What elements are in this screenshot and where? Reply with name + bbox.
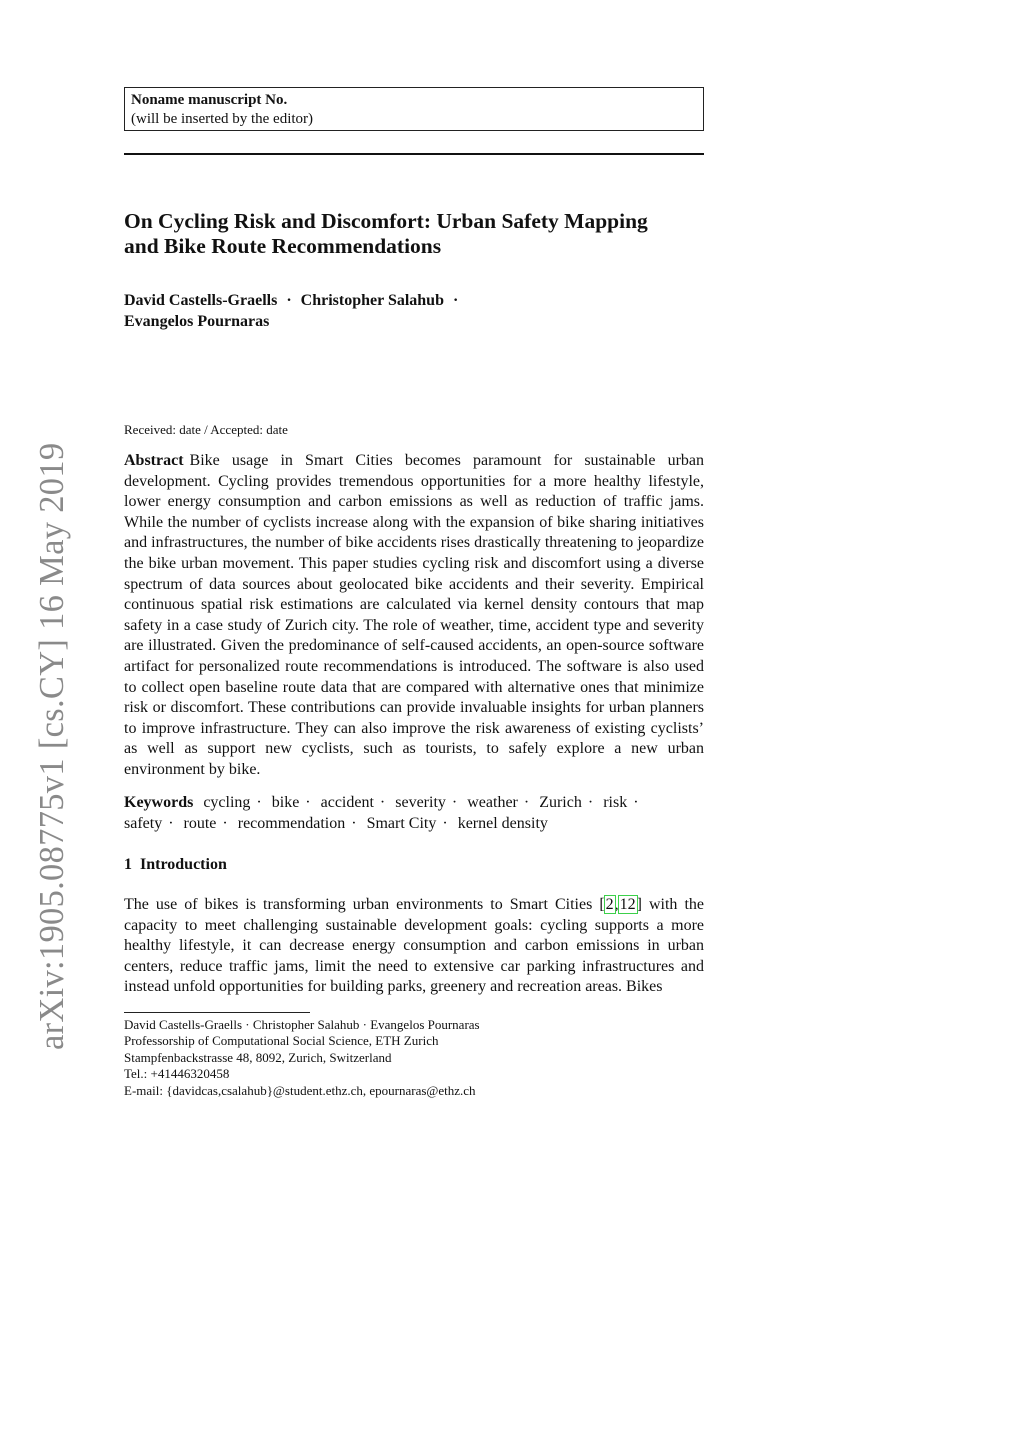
author-name: David Castells-Graells <box>124 292 278 309</box>
intro-text: The use of bikes is transforming urban environments to Smart Cities <box>124 896 600 913</box>
keyword: recommendation <box>237 814 346 832</box>
keyword: risk <box>603 794 628 811</box>
keyword: Zurich <box>539 794 582 811</box>
keyword-separator: · <box>523 794 530 811</box>
keyword-separator: · <box>451 794 458 811</box>
keyword: cycling <box>203 794 251 811</box>
footnote-affiliation: Professorship of Computational Social Science, ETH Zurich <box>124 1033 439 1049</box>
keyword: bike <box>271 794 300 811</box>
keyword-separator: · <box>305 794 311 811</box>
abstract-text: Bike usage in Smart Cities becomes paramount for sustainable urban development. Cycling provides tremendous opportunities for a more healthy lifestyle, lower energy consumption and carbon emissions as well as reduction of traffic jams. While the number of cyclists increase along with the expansion of bike sharing initiatives and infrastructures, the number of bike accidents rises drastically threatening to jeopardize the bike urban movement. This paper studies cycling risk and discomfort using a diverse spectrum of data sources about geolocated bike accidents and their severity. Empirical continuous spatial risk estimations are calculated via kernel density contours that map safety in a case study of Zurich city. The role of weather, time, accident type and severity are illustrated. Given the predominance of self-caused accidents, an open-source software artifact for personalized route recommendations is introduced. The software is also used to collect open baseline route data that are compared with alternative ones that minimize risk or discomfort. These contributions can provide invaluable insights for urban planners to improve infrastructure. They can also improve the risk awareness of existing cyclists’ as well as support new cyclists, such as tourists, to safely explore a new urban environment by bike. <box>124 452 704 778</box>
keyword: safety <box>124 814 163 832</box>
footnote-telephone: Tel.: +41446320458 <box>124 1066 230 1082</box>
manuscript-editor-note: (will be inserted by the editor) <box>131 111 314 127</box>
paper-title-line-2: and Bike Route Recommendations <box>124 234 442 258</box>
citation-link-2[interactable]: 2 <box>605 896 614 913</box>
keyword-separator: · <box>351 814 357 832</box>
section-title: Introduction <box>140 856 227 873</box>
citation-bracket: ] <box>636 896 642 913</box>
keyword-separator: · <box>168 814 174 832</box>
arxiv-identifier-stamp: arXiv:1905.08775v1 [cs.CY] 16 May 2019 <box>33 442 71 1050</box>
keyword: weather <box>467 794 518 811</box>
introduction-paragraph <box>124 895 704 998</box>
footnote-email: E-mail: {davidcas,csalahub}@student.ethz.ch, epournaras@ethz.ch <box>124 1082 476 1098</box>
abstract <box>124 451 704 781</box>
header-rule <box>124 153 704 155</box>
received-accepted-dates: Received: date / Accepted: date <box>124 422 288 437</box>
author-name: Christopher Salahub <box>300 292 444 309</box>
footnote-rule <box>124 1012 310 1013</box>
author-name: Evangelos Pournaras <box>124 313 270 330</box>
keyword: Smart City <box>366 814 437 832</box>
abstract-label: Abstract <box>124 452 184 469</box>
manuscript-number-box <box>124 87 704 131</box>
keyword-separator: · <box>587 794 594 811</box>
citation-separator: , <box>614 896 619 913</box>
paper-first-page <box>124 87 704 1098</box>
citation-bracket: [ <box>599 896 605 913</box>
keyword-separator: · <box>256 794 262 811</box>
section-number: 1 <box>124 856 132 873</box>
author-footnote <box>124 1017 704 1099</box>
footnote-authors: David Castells-Graells · Christopher Salahub · Evangelos Pournaras <box>124 1017 480 1032</box>
keywords <box>124 793 704 834</box>
author-list <box>124 290 704 332</box>
keyword-separator: · <box>379 794 386 811</box>
manuscript-number-label: Noname manuscript No. <box>131 92 288 108</box>
section-heading-introduction <box>124 856 227 874</box>
footnote-address: Stampfenbackstrasse 48, 8092, Zurich, Switzerland <box>124 1049 392 1065</box>
keyword-separator: · <box>442 814 448 832</box>
keyword-list <box>124 794 645 832</box>
citation-link-12[interactable]: 12 <box>619 896 636 913</box>
keyword: kernel density <box>457 814 548 832</box>
keywords-label: Keywords <box>124 794 194 811</box>
keyword: accident <box>320 794 374 811</box>
keyword: route <box>183 814 217 832</box>
keyword-separator: · <box>222 814 228 832</box>
keyword: severity <box>395 794 446 811</box>
paper-title <box>124 209 704 259</box>
keyword-separator: · <box>633 794 639 811</box>
author-separator: · <box>452 292 459 309</box>
intro-text: with the capacity to meet challenging sustainable development goals: cycling supports a more healthy lifestyle, it can decrease energy consumption and carbon emissions in urban centers, reduce traffic jams, limit the need to extensive car parking infrastructures and instead unfold opportunities for building parks, greenery and recreation areas. Bikes <box>124 896 704 996</box>
author-separator: · <box>286 292 292 309</box>
paper-title-line-1: On Cycling Risk and Discomfort: Urban Safety Mapping <box>124 209 648 233</box>
